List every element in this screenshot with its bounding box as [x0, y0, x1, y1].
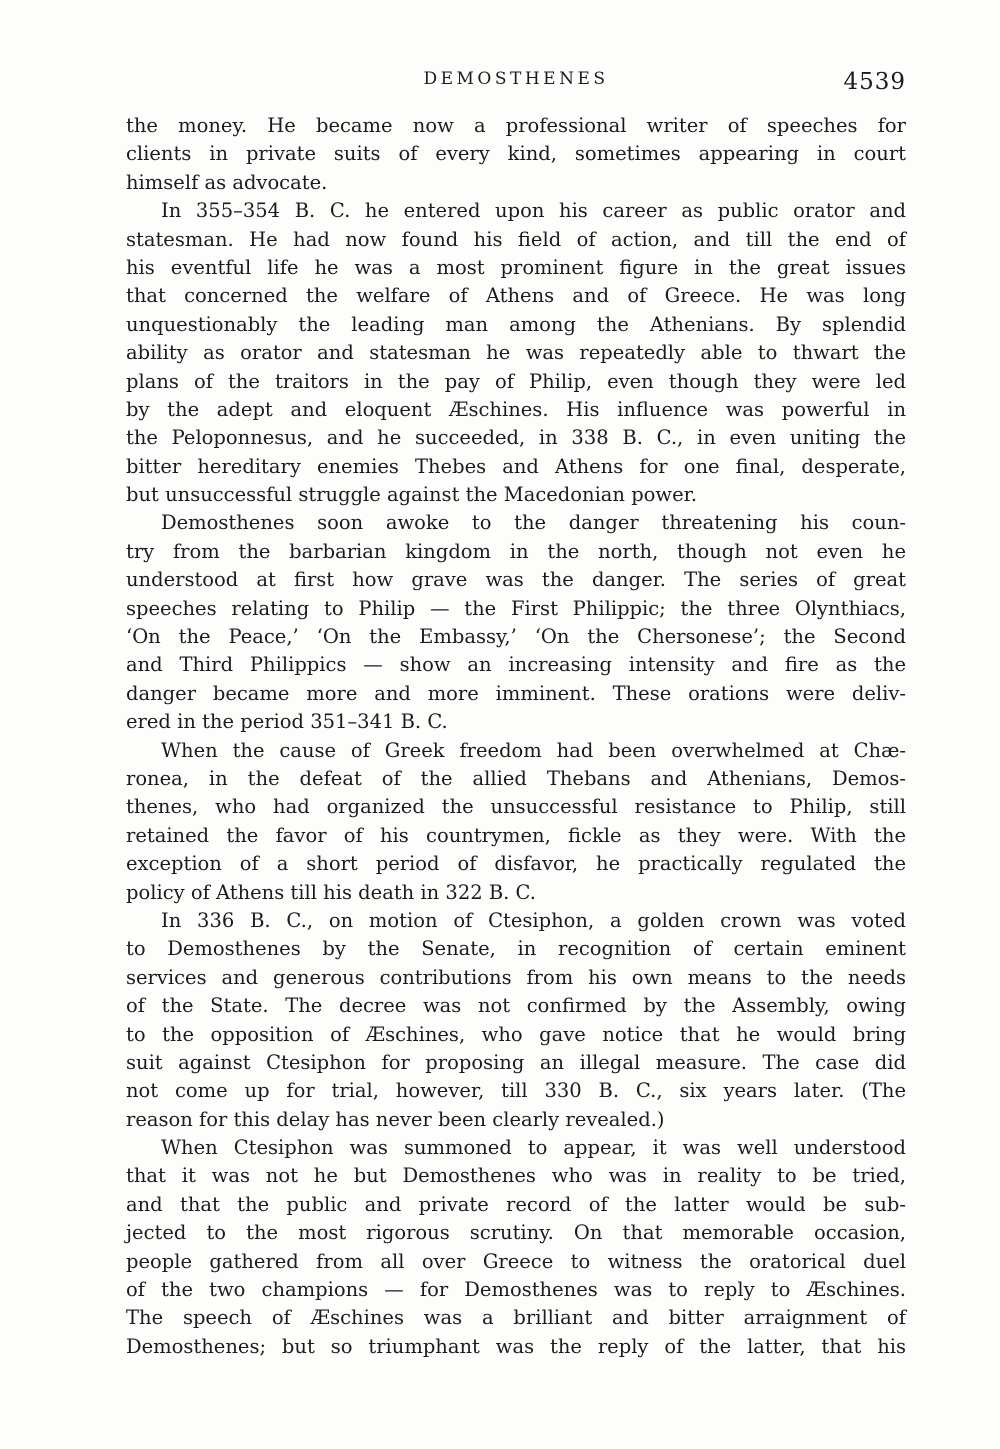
text-line: to Demosthenes by the Senate, in recognition of certain eminent [126, 937, 906, 961]
text-line: of the State. The decree was not confirmed by the Assembly, owing [126, 994, 906, 1018]
text-line: and Third Philippics — show an increasing intensity and fire as the [126, 653, 906, 677]
text-line: services and generous contributions from his own means to the needs [126, 965, 906, 989]
text-line: the Peloponnesus, and he succeeded, in 338 B. C., in even uniting the [126, 426, 906, 450]
text-line: When the cause of Greek freedom had been overwhelmed at Chæ- [161, 738, 906, 762]
text-line: plans of the traitors in the pay of Philip, even though they were led [126, 369, 906, 393]
text-line: ered in the period 351–341 B. C. [126, 710, 448, 734]
text-line: In 355–354 B. C. he entered upon his career as public orator and [161, 199, 906, 223]
text-line: but unsuccessful struggle against the Macedonian power. [126, 483, 698, 507]
text-line: speeches relating to Philip — the First Philippic; the three Olynthiacs, [126, 596, 906, 620]
text-line: and that the public and private record of the latter would be sub- [126, 1192, 906, 1216]
text-line: danger became more and more imminent. These orations were deliv- [126, 681, 906, 705]
text-line: When Ctesiphon was summoned to appear, it was well understood [161, 1136, 906, 1160]
text-line: unquestionably the leading man among the Athenians. By splendid [126, 312, 906, 336]
paragraph [126, 907, 906, 1134]
text-line: thenes, who had organized the unsuccessful resistance to Philip, still [126, 795, 906, 819]
text-line: suit against Ctesiphon for proposing an illegal measure. The case did [126, 1050, 906, 1074]
paragraph [126, 197, 906, 509]
page-body [126, 112, 906, 1361]
paragraph [126, 509, 906, 736]
text-line: that it was not he but Demosthenes who was in reality to be tried, [126, 1164, 906, 1188]
text-line: to the opposition of Æschines, who gave notice that he would bring [126, 1022, 906, 1046]
paragraph [126, 737, 906, 907]
paragraph [126, 1134, 906, 1361]
text-line: retained the favor of his countrymen, fickle as they were. With the [126, 823, 906, 847]
text-line: himself as advocate. [126, 170, 328, 194]
text-line: people gathered from all over Greece to witness the oratorical duel [126, 1249, 906, 1273]
text-line: ability as orator and statesman he was repeatedly able to thwart the [126, 341, 906, 365]
text-line: Demosthenes; but so triumphant was the reply of the latter, that his [126, 1334, 906, 1358]
text-line: reason for this delay has never been clearly revealed.) [126, 1107, 665, 1131]
text-line: policy of Athens till his death in 322 B. C. [126, 880, 536, 904]
text-line: his eventful life he was a most prominent figure in the great issues [126, 255, 906, 279]
text-line: by the adept and eloquent Æschines. His influence was powerful in [126, 397, 906, 421]
text-line: not come up for trial, however, till 330 B. C., six years later. (The [126, 1079, 906, 1103]
paragraph [126, 112, 906, 197]
text-line: In 336 B. C., on motion of Ctesiphon, a golden crown was voted [161, 908, 906, 932]
page-number: 4539 [843, 69, 906, 95]
text-line: ‘On the Peace,’ ‘On the Embassy,’ ‘On the Chersonese’; the Second [126, 625, 906, 649]
text-line: The speech of Æschines was a brilliant and bitter arraignment of [126, 1306, 906, 1330]
text-line: understood at first how grave was the danger. The series of great [126, 568, 906, 592]
text-line: that concerned the welfare of Athens and of Greece. He was long [126, 284, 906, 308]
text-line: ronea, in the defeat of the allied Thebans and Athenians, Demos- [126, 766, 906, 790]
text-line: jected to the most rigorous scrutiny. On that memorable occasion, [126, 1221, 906, 1245]
text-line: clients in private suits of every kind, sometimes appearing in court [126, 142, 906, 166]
text-line: exception of a short period of disfavor, he practically regulated the [126, 852, 906, 876]
text-line: statesman. He had now found his field of action, and till the end of [126, 227, 906, 251]
text-line: try from the barbarian kingdom in the north, though not even he [126, 539, 906, 563]
text-line: of the two champions — for Demosthenes was to reply to Æschines. [126, 1278, 906, 1302]
text-line: Demosthenes soon awoke to the danger threatening his coun- [161, 511, 906, 535]
text-line: the money. He became now a professional writer of speeches for [126, 114, 906, 137]
text-line: bitter hereditary enemies Thebes and Athens for one final, desperate, [126, 454, 906, 478]
page-header [126, 66, 906, 100]
running-title: DEMOSTHENES [423, 69, 609, 89]
